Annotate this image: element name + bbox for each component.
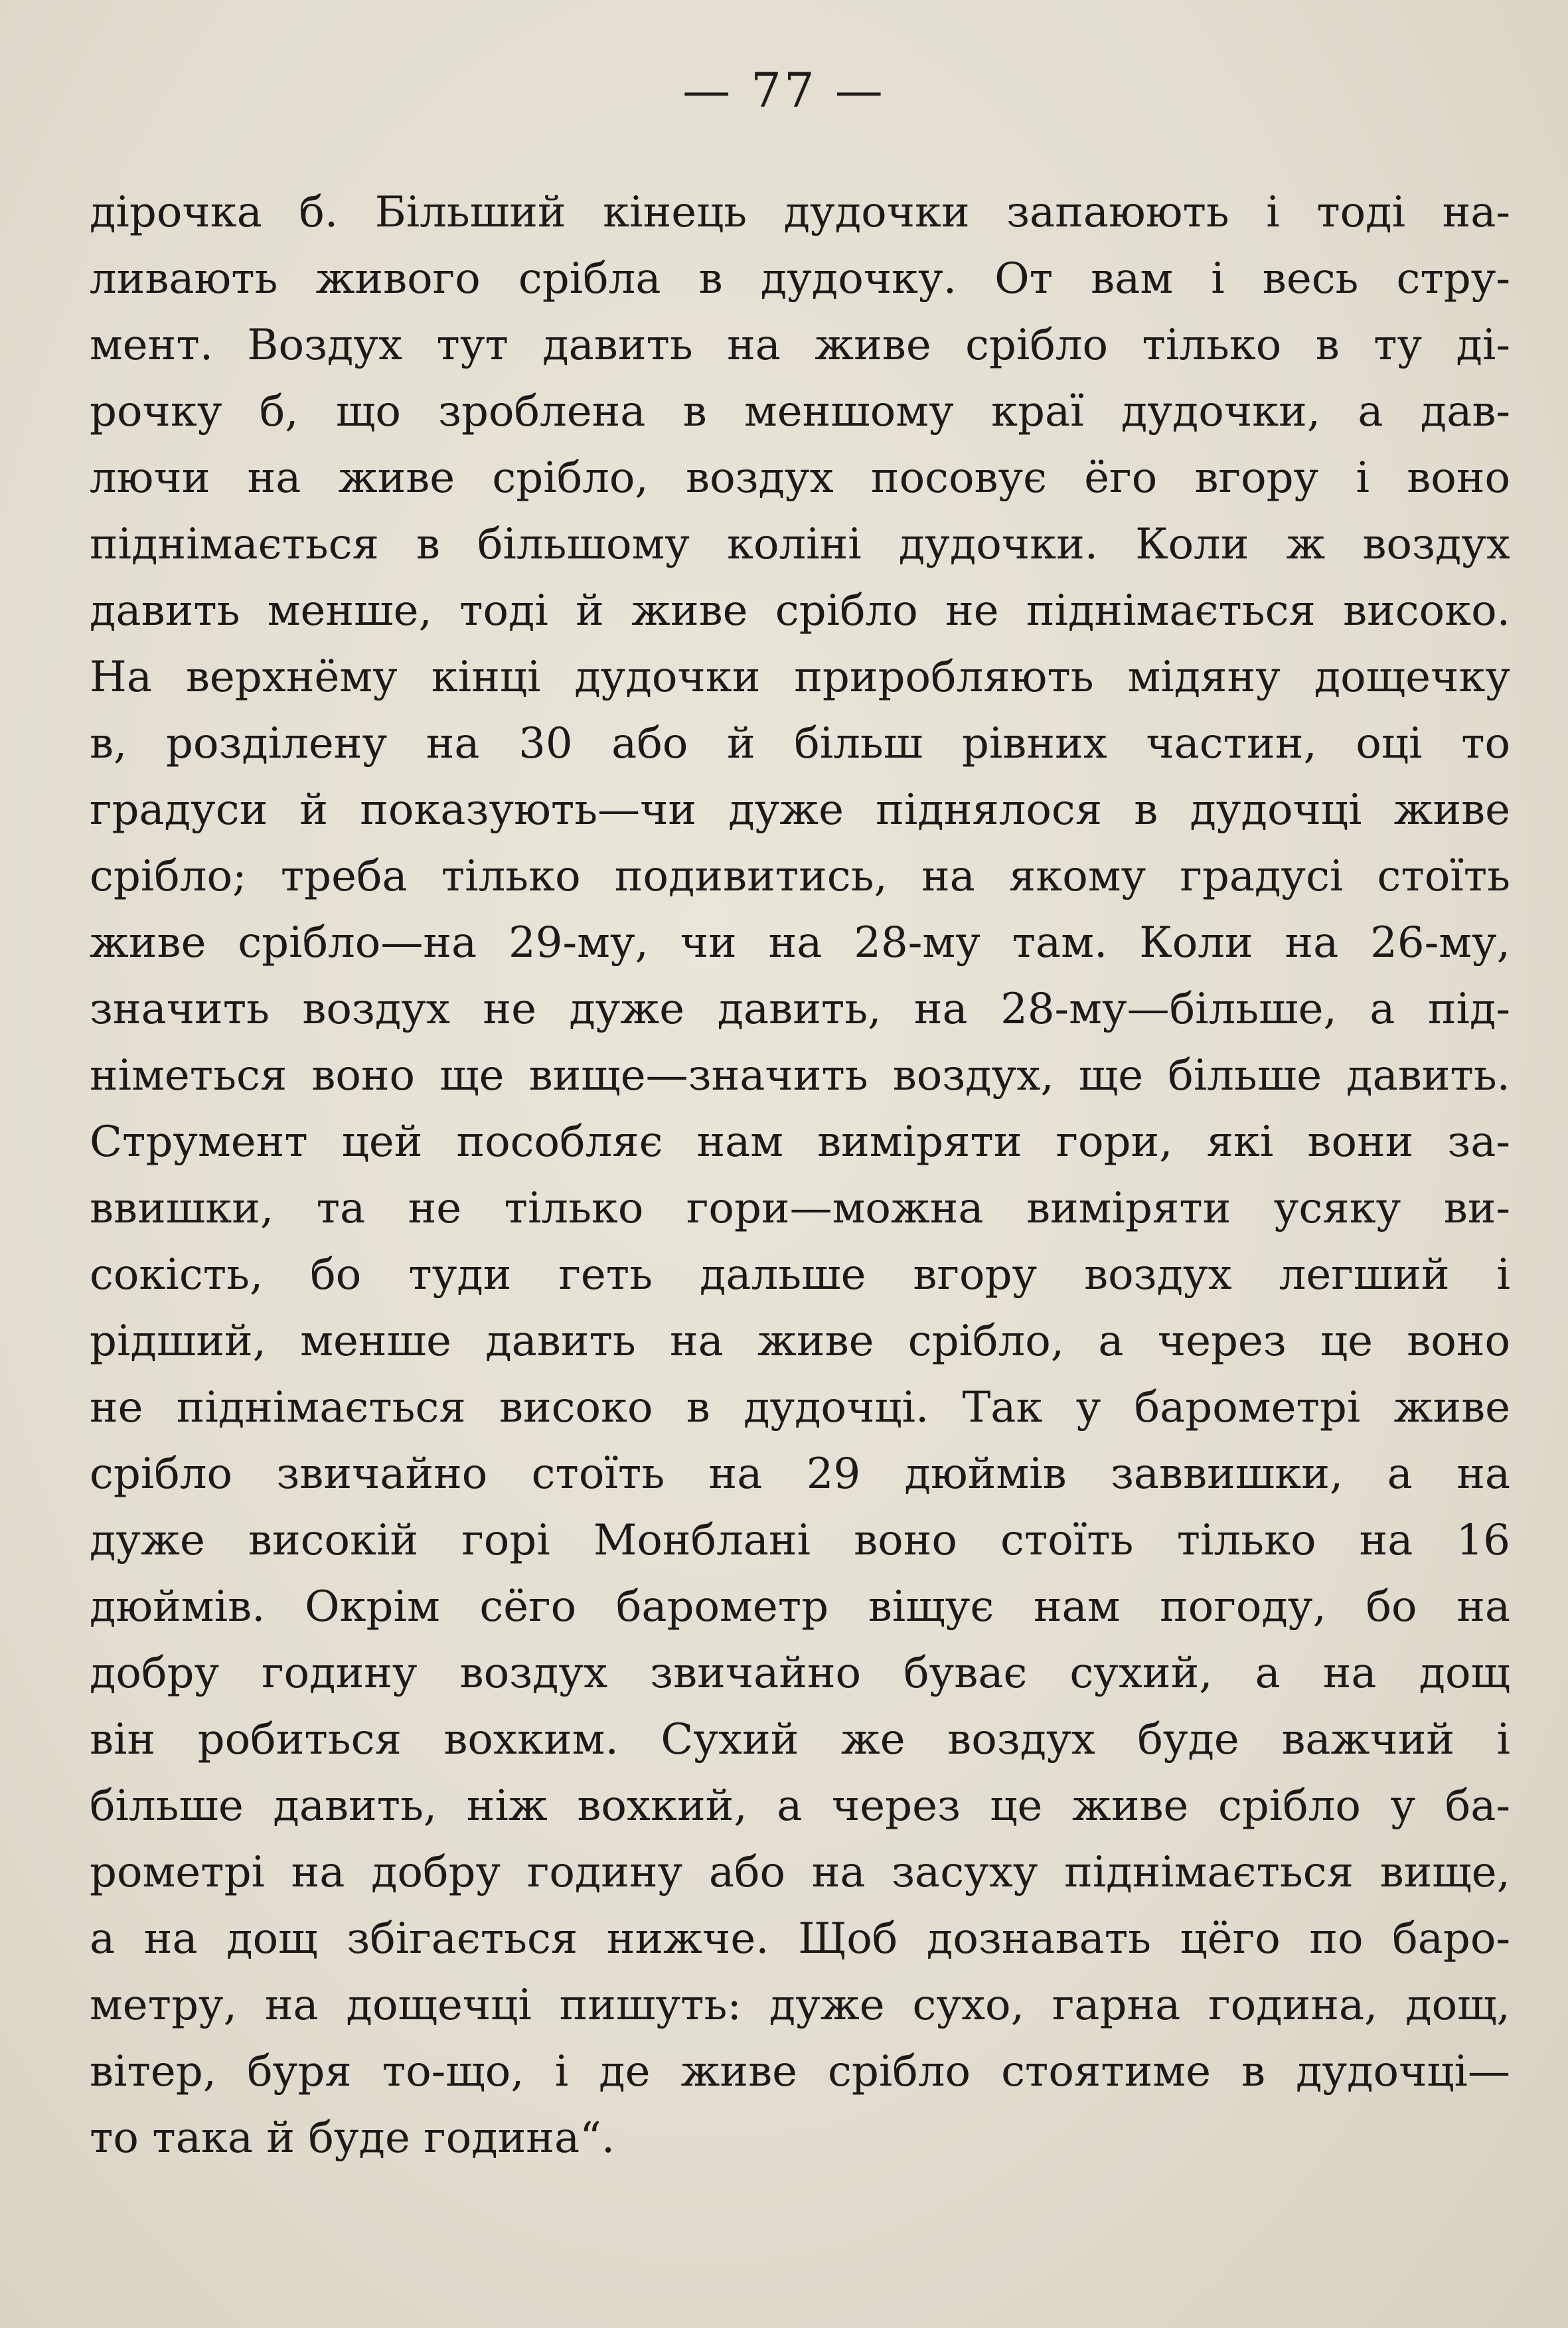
text-line: німеться воно ще вище—значить воздух, ще більше давить. [90, 1051, 1510, 1100]
text-line: значить воздух не дуже давить, на 28-му—більше, а під- [90, 985, 1510, 1034]
text-line: не піднімається високо в дудочці. Так у барометрі живе [90, 1383, 1510, 1432]
text-line: живе срібло—на 29-му, чи на 28-му там. Коли на 26-му, [90, 918, 1510, 967]
text-line: ливають живого срібла в дудочку. От вам і весь стру- [90, 254, 1510, 303]
body-text [90, 179, 1510, 2171]
text-line: а на дощ збігається нижче. Щоб дознавать цёго по баро- [90, 1914, 1510, 1963]
page-number: — 77 — [682, 62, 886, 118]
text-line: срібло звичайно стоїть на 29 дюймів заввишки, а на [90, 1450, 1510, 1499]
text-line: мент. Воздух тут давить на живе срібло тілько в ту ді- [90, 321, 1510, 370]
text-line: сокість, бо туди геть дальше вгору воздух легший і [90, 1250, 1510, 1299]
text-line: градуси й показують—чи дуже піднялося в дудочці живе [90, 786, 1510, 835]
text-line: вітер, буря то-що, і де живе срібло стоятиме в дудочці— [90, 2047, 1510, 2096]
text-line: піднімається в більшому коліні дудочки. Коли ж воздух [90, 520, 1510, 569]
text-line: метру, на дощечці пишуть: дуже сухо, гарна година, дощ, [90, 1981, 1510, 2030]
text-line: лючи на живе срібло, воздух посовує ёго вгору і воно [90, 454, 1510, 503]
text-line: рометрі на добру годину або на засуху піднімається вище, [90, 1848, 1510, 1897]
text-line: добру годину воздух звичайно буває сухий, а на дощ [90, 1649, 1510, 1698]
text-line: рідший, менше давить на живе срібло, а через це воно [90, 1317, 1510, 1366]
text-line: дірочка б. Більший кінець дудочки запаюють і тоді на- [90, 188, 1510, 237]
text-line: більше давить, ніж вохкий, а через це живе срібло у ба- [90, 1782, 1510, 1831]
text-line: дуже високій горі Монблані воно стоїть тілько на 16 [90, 1516, 1510, 1565]
text-line: давить менше, тоді й живе срібло не піднімається високо. [90, 586, 1510, 635]
text-line: срібло; треба тілько подивитись, на якому градусі стоїть [90, 852, 1510, 901]
text-line: Струмент цей пособляє нам виміряти гори, які вони за- [90, 1118, 1510, 1167]
text-line: в, розділену на 30 або й більш рівних частин, оці то [90, 719, 1510, 768]
text-line: ввишки, та не тілько гори—можна виміряти усяку ви- [90, 1184, 1510, 1233]
text-line: На верхнёму кінці дудочки приробляють мідяну дощечку [90, 653, 1510, 702]
text-line: дюймів. Окрім сёго барометр віщує нам погоду, бо на [90, 1582, 1510, 1631]
text-line: рочку б, що зроблена в меншому краї дудочки, а дав- [90, 387, 1510, 436]
text-line-last: то така й буде година“. [90, 2114, 615, 2163]
text-line: він робиться вохким. Сухий же воздух буде важчий і [90, 1715, 1510, 1764]
